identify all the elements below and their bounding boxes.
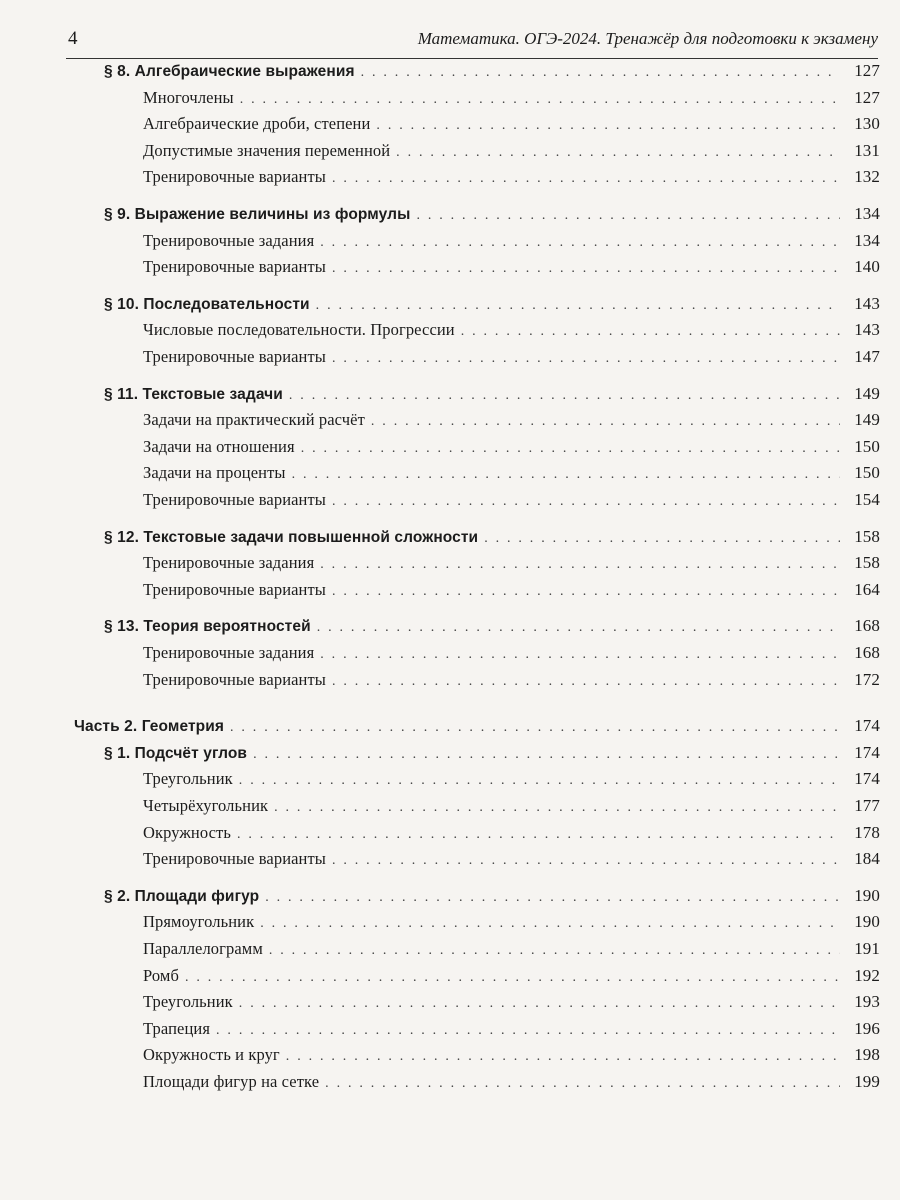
toc-entry-title: Задачи на практический расчёт — [143, 410, 365, 430]
dot-leader — [317, 620, 840, 636]
dot-leader — [371, 414, 840, 430]
toc-entry-title: Часть 2. Геометрия — [74, 718, 224, 736]
page-number: 4 — [68, 28, 78, 49]
toc-entry-section — [104, 294, 880, 320]
toc-entry-page: 177 — [854, 796, 880, 815]
dot-leader — [320, 647, 840, 663]
toc-entry-title: Треугольник — [143, 769, 233, 789]
toc-entry-sub — [143, 966, 880, 992]
toc-entry-page: 190 — [854, 885, 880, 905]
page-header — [66, 24, 878, 59]
toc-entry-page: 199 — [854, 1072, 880, 1091]
toc-entry-sub — [143, 670, 880, 696]
toc-entry-title: Тренировочные варианты — [143, 849, 326, 869]
dot-leader — [265, 890, 840, 906]
toc-entry-section — [104, 743, 880, 769]
dot-leader — [239, 773, 840, 789]
toc-entry-sub — [143, 320, 880, 346]
toc-entry-title: Ромб — [143, 965, 179, 985]
toc-entry-sub — [143, 88, 880, 114]
toc-entry-title: Параллелограмм — [143, 939, 263, 958]
toc-entry-title: Тренировочные варианты — [143, 579, 326, 599]
toc-entry-sub — [143, 992, 880, 1018]
toc-entry-page: 174 — [854, 769, 880, 789]
dot-leader — [484, 531, 840, 547]
toc-entry-section — [104, 384, 880, 410]
toc-entry-title: Тренировочные варианты — [143, 347, 326, 366]
toc-entry-page: 140 — [854, 257, 880, 277]
dot-leader — [274, 800, 840, 816]
toc-entry-sub — [143, 490, 880, 516]
toc-entry-sub — [143, 643, 880, 669]
toc-entry-title: Прямоугольник — [143, 912, 255, 932]
toc-entry-part — [74, 716, 880, 742]
toc-entry-sub — [143, 463, 880, 489]
toc-entry-page: 168 — [854, 616, 880, 636]
toc-entry-page: 168 — [854, 643, 880, 662]
toc-entry-page: 174 — [854, 716, 880, 736]
toc-entry-sub — [143, 167, 880, 193]
toc-entry-title: Трапеция — [143, 1018, 211, 1038]
toc-entry-section — [104, 61, 880, 87]
toc-entry-title: § 8. Алгебраические выражения — [104, 63, 355, 80]
toc-entry-title: § 10. Последовательности — [104, 295, 310, 313]
toc-entry-title: Площади фигур на сетке — [143, 1072, 320, 1091]
dot-leader — [332, 171, 840, 187]
dot-leader — [320, 557, 840, 573]
toc-entry-title: Тренировочные задания — [143, 643, 315, 662]
dot-leader — [185, 970, 840, 986]
toc-entry-page: 149 — [854, 383, 880, 403]
toc-entry-page: 193 — [854, 992, 880, 1012]
toc-entry-sub — [143, 410, 880, 436]
toc-entry-page: 196 — [854, 1018, 880, 1038]
toc-entry-sub — [143, 114, 880, 140]
dot-leader — [301, 441, 840, 457]
toc-entry-title: Допустимые значения переменной — [143, 140, 391, 160]
toc-entry-title: Тренировочные варианты — [143, 167, 326, 187]
toc-entry-sub — [143, 257, 880, 283]
toc-entry-title: Числовые последовательности. Прогрессии — [143, 320, 455, 340]
toc-entry-page: 190 — [854, 912, 880, 932]
toc-entry-page: 149 — [854, 410, 880, 430]
dot-leader — [376, 118, 840, 134]
dot-leader — [325, 1076, 840, 1092]
toc-entry-page: 143 — [854, 293, 880, 313]
dot-leader — [239, 996, 840, 1012]
dot-leader — [253, 747, 840, 763]
dot-leader — [216, 1023, 840, 1039]
toc-entry-page: 130 — [854, 114, 880, 134]
dot-leader — [320, 235, 840, 251]
toc-entry-title: Задачи на отношения — [143, 436, 295, 456]
toc-entry-sub — [143, 1019, 880, 1045]
toc-entry-sub — [143, 141, 880, 167]
toc-entry-sub — [143, 1045, 880, 1071]
toc-entry-sub — [143, 553, 880, 579]
dot-leader — [332, 584, 840, 600]
toc-entry-section — [104, 616, 880, 642]
dot-leader — [240, 92, 840, 108]
toc-entry-sub — [143, 437, 880, 463]
toc-entry-title: § 12. Текстовые задачи повышенной сложности — [104, 528, 479, 546]
dot-leader — [292, 467, 840, 483]
toc-entry-page: 147 — [854, 347, 880, 366]
dot-leader — [361, 65, 840, 81]
toc-entry-sub — [143, 1072, 880, 1098]
dot-leader — [332, 494, 840, 510]
toc-entry-page: 150 — [854, 436, 880, 456]
dot-leader — [332, 674, 840, 690]
toc-entry-sub — [143, 849, 880, 875]
toc-entry-page: 134 — [854, 204, 880, 223]
dot-leader — [461, 324, 840, 340]
toc-entry-section — [104, 527, 880, 553]
toc-entry-title: Окружность и круг — [143, 1045, 280, 1065]
dot-leader — [332, 261, 840, 277]
toc-entry-sub — [143, 823, 880, 849]
toc-entry-sub — [143, 912, 880, 938]
dot-leader — [396, 145, 840, 161]
toc-entry-sub — [143, 939, 880, 965]
toc-entry-title: § 13. Теория вероятностей — [104, 618, 311, 636]
toc-entry-page: 127 — [854, 61, 880, 80]
toc-entry-title: Тренировочные задания — [143, 230, 315, 250]
toc-entry-title: Алгебраические дроби, степени — [143, 114, 371, 134]
toc-entry-page: 143 — [854, 320, 880, 340]
toc-entry-page: 191 — [854, 939, 880, 958]
toc-entry-section — [104, 204, 880, 230]
dot-leader — [269, 943, 840, 959]
toc-entry-page: 132 — [854, 167, 880, 187]
toc-entry-sub — [143, 796, 880, 822]
dot-leader — [316, 298, 840, 314]
toc-entry-title: Тренировочные варианты — [143, 257, 326, 277]
toc-entry-page: 172 — [854, 669, 880, 689]
dot-leader — [289, 388, 840, 404]
toc-entry-sub — [143, 769, 880, 795]
toc-entry-sub — [143, 347, 880, 373]
toc-entry-title: § 2. Площади фигур — [104, 887, 260, 905]
toc-entry-page: 158 — [854, 553, 880, 573]
toc-entry-title: Многочлены — [143, 87, 234, 107]
toc-entry-page: 154 — [854, 490, 880, 509]
toc-entry-page: 127 — [854, 87, 880, 107]
dot-leader — [416, 208, 840, 224]
toc-entry-sub — [143, 580, 880, 606]
toc-entry-title: Задачи на проценты — [143, 463, 286, 483]
toc-entry-title: § 1. Подсчёт углов — [104, 744, 248, 762]
toc-entry-page: 164 — [854, 579, 880, 599]
dot-leader — [230, 720, 840, 736]
toc-entry-title: § 9. Выражение величины из формулы — [104, 206, 411, 223]
running-title: Математика. ОГЭ-2024. Тренажёр для подготовки к экзамену — [417, 29, 878, 48]
dot-leader — [286, 1049, 840, 1065]
toc-entry-title: Треугольник — [143, 992, 233, 1012]
toc-entry-title: § 11. Текстовые задачи — [104, 385, 283, 403]
toc-entry-page: 174 — [854, 742, 880, 762]
toc-entry-title: Окружность — [143, 822, 231, 842]
dot-leader — [260, 916, 840, 932]
toc-entry-page: 178 — [854, 822, 880, 842]
toc-entry-page: 150 — [854, 463, 880, 483]
toc-entry-page: 198 — [854, 1045, 880, 1065]
toc-entry-title: Четырёхугольник — [143, 796, 269, 815]
toc-entry-page: 158 — [854, 526, 880, 546]
toc-entry-page: 184 — [854, 849, 880, 869]
dot-leader — [332, 853, 840, 869]
dot-leader — [237, 827, 840, 843]
toc-entry-title: Тренировочные варианты — [143, 669, 326, 689]
toc-entry-title: Тренировочные варианты — [143, 490, 326, 509]
toc-entry-page: 192 — [854, 965, 880, 985]
dot-leader — [332, 351, 840, 367]
toc-entry-section — [104, 886, 880, 912]
toc-entry-page: 131 — [854, 140, 880, 160]
toc-entry-sub — [143, 231, 880, 257]
toc-entry-page: 134 — [854, 230, 880, 250]
toc-entry-title: Тренировочные задания — [143, 553, 315, 573]
